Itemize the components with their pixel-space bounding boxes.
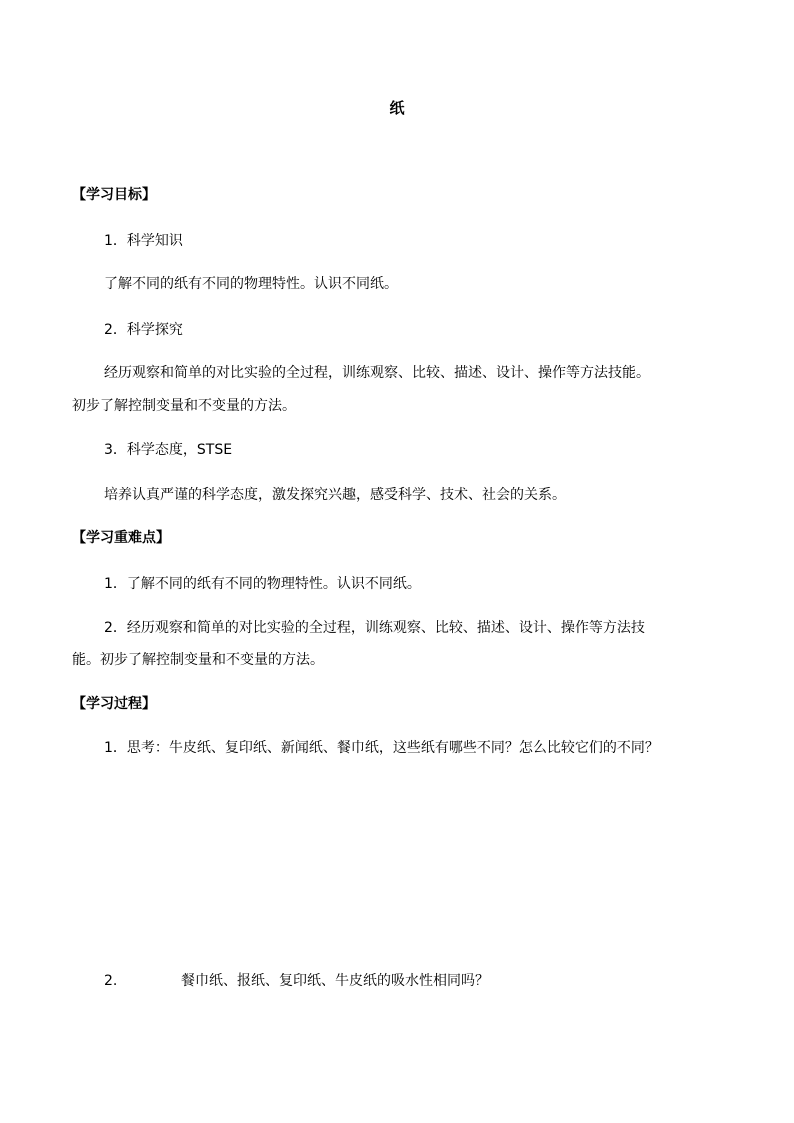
objectives-heading: 【学习目标】 [72,187,156,203]
objective-2-text-line-2: 初步了解控制变量和不变量的方法。 [72,398,296,414]
key-point-2-line-2: 能。初步了解控制变量和不变量的方法。 [72,652,324,668]
objective-1-label: 1．科学知识 [104,233,183,249]
objective-3-text: 培养认真严谨的科学态度，激发探究兴趣，感受科学、技术、社会的关系。 [104,487,566,503]
process-question-2-text: 餐巾纸、报纸、复印纸、牛皮纸的吸水性相同吗？ [181,973,489,989]
process-question-1: 1．思考：牛皮纸、复印纸、新闻纸、餐巾纸，这些纸有哪些不同？怎么比较它们的不同？ [104,740,659,756]
process-question-2-number: 2. [104,973,118,989]
objective-3-label: 3．科学态度，STSE [104,442,233,458]
key-points-heading: 【学习重难点】 [72,530,170,546]
objective-2-text-line-1: 经历观察和简单的对比实验的全过程，训练观察、比较、描述、设计、操作等方法技能。 [104,365,650,381]
key-point-1: 1．了解不同的纸有不同的物理特性。认识不同纸。 [104,576,421,592]
page-title: 纸 [389,99,405,117]
objective-2-label: 2．科学探究 [104,322,183,338]
key-point-2-line-1: 2．经历观察和简单的对比实验的全过程，训练观察、比较、描述、设计、操作等方法技 [104,620,645,636]
objective-1-text: 了解不同的纸有不同的物理特性。认识不同纸。 [104,276,398,292]
process-heading: 【学习过程】 [72,696,156,712]
